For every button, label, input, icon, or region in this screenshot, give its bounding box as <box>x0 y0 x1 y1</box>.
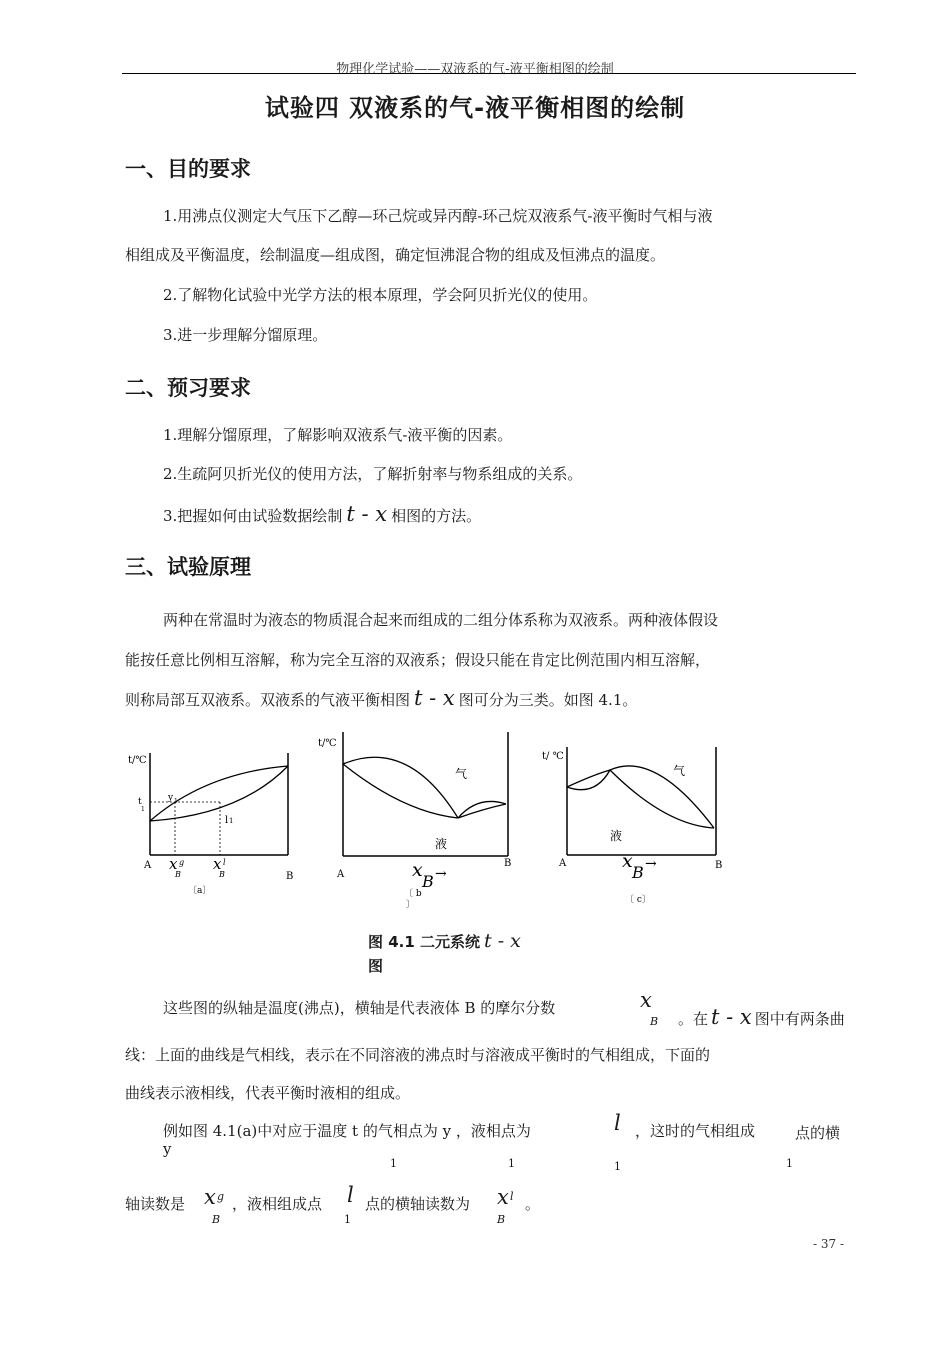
principle-line-3-tail: 图可分为三类。如图 4.1。 <box>458 691 638 709</box>
para3-l1-var: l <box>347 1183 354 1207</box>
fig-a-l1: l <box>225 815 229 826</box>
para3-line-1-text: 例如图 4.1(a)中对应于温度 t 的气相点为 y ，液相点为 <box>163 1122 531 1140</box>
fig-a-xg-sup: g <box>179 858 185 867</box>
para2-mid-text: 。在 <box>678 1010 709 1028</box>
fig-c-caption: 〔 c〕 <box>625 895 651 905</box>
fig-c-axis-var: x <box>622 850 633 872</box>
header-rule <box>122 73 856 74</box>
para3-l1-sub: 1 <box>344 1213 351 1226</box>
para3-xg-var: x <box>204 1185 216 1209</box>
fig-a-xl-sub: B <box>219 870 225 879</box>
principle-para-line-1: 两种在常温时为液态的物质混合起来而组成的二组分体系称为双液系。两种液体假设 <box>163 611 719 629</box>
figure-a <box>120 735 305 905</box>
fig-b-y-label: t/℃ <box>318 738 337 749</box>
para3-sub-t1: 1 <box>390 1157 397 1170</box>
fig-b-vapor-curve-left <box>343 757 458 818</box>
fig-a-y1-sub: 1 <box>174 798 178 805</box>
section-heading-purpose: 一、目的要求 <box>125 157 251 181</box>
purpose-item-3: 3.进一步理解分馏原理。 <box>163 326 328 344</box>
fig-a-xg-sub: B <box>175 870 181 879</box>
preview-item-2: 2.生疏阿贝折光仪的使用方法，了解折射率与物系组成的关系。 <box>163 465 583 483</box>
t-x-math: t - x <box>414 686 455 710</box>
fig-a-left-label: A <box>144 860 152 871</box>
para3-sub-l1: 1 <box>614 1160 621 1173</box>
t-x-math: t - x <box>346 502 388 526</box>
section-heading-principle: 三、试验原理 <box>125 555 251 579</box>
fig-c-liquid-curve-right <box>610 770 714 828</box>
para3-line-1-tail: 点的横 <box>795 1124 841 1142</box>
figure-c <box>535 735 735 910</box>
para3-xg-sub: B <box>212 1213 221 1226</box>
para3-dangling-y: y <box>163 1140 172 1158</box>
para3-line-2-mid: ，液相组成点 <box>232 1195 323 1213</box>
fig-c-liquid-label: 液 <box>610 829 623 843</box>
fig-b-caption-open: 〔 b <box>404 889 422 899</box>
fig-c-left-label: A <box>559 858 567 869</box>
fig-b-liquid-label: 液 <box>435 837 448 851</box>
principle-line-3-text: 则称局部互双液系。双液系的气液平衡相图 <box>125 691 411 709</box>
principle-para-line-2: 能按任意比例相互溶解，称为完全互溶的双液系；假设只能在肯定比例范围内相互溶解， <box>125 651 711 669</box>
para3-sub-y1b: 1 <box>786 1157 793 1170</box>
preview-item-3 <box>163 502 481 526</box>
purpose-item-1-line-2: 相组成及平衡温度，绘制温度—组成图，确定恒沸混合物的组成及恒沸点的温度。 <box>125 246 666 264</box>
para3-line-1-mid: ，这时的气相组成 <box>635 1122 756 1140</box>
fig-b-axis-arrow: → <box>435 866 447 882</box>
para2-line-1-mid <box>678 1005 845 1029</box>
fig-a-y1: y <box>168 793 174 803</box>
principle-para-line-3 <box>125 686 637 710</box>
para3-xl-var: x <box>497 1185 509 1209</box>
para3-line-2-end: 。 <box>525 1195 541 1213</box>
para2-t-x-math: t - x <box>711 1005 752 1029</box>
figure-caption-tail: 图 <box>368 957 384 975</box>
para3-line-2-text: 轴读数是 <box>125 1195 186 1213</box>
preview-item-1: 1.理解分馏原理，了解影响双液系气-液平衡的因素。 <box>163 426 513 444</box>
figure-caption <box>368 930 521 952</box>
fig-b-axis-sub: B <box>422 872 434 891</box>
fig-c-vapor-curve-right <box>610 766 714 828</box>
figure-caption-text: 图 4.1 二元系统 <box>368 933 481 951</box>
para2-line-2: 线：上面的曲线是气相线，表示在不同溶液的沸点时与溶液成平衡时的气相组成，下面的 <box>125 1046 711 1064</box>
fig-a-right-label: B <box>286 871 294 882</box>
para3-l-var: l <box>614 1111 621 1135</box>
fig-c-axis-arrow: → <box>645 856 657 872</box>
fig-b-caption-close: 〕 <box>406 900 416 910</box>
para3-xg-sup: g <box>217 1190 225 1203</box>
purpose-item-2: 2.了解物化试验中光学方法的根本原理，学会阿贝折光仪的使用。 <box>163 286 598 304</box>
para2-line-1-tail: 图中有两条曲 <box>754 1010 845 1028</box>
para3-xl-sub: B <box>497 1213 506 1226</box>
page-number: - 37 - <box>812 1237 844 1251</box>
fig-b-gas-label: 气 <box>455 767 468 781</box>
fig-b-right-label: B <box>504 858 512 869</box>
purpose-item-1-line-1: 1.用沸点仪测定大气压下乙醇—环己烷或异丙醇-环己烷双液系气-液平衡时气相与液 <box>163 207 713 225</box>
fig-a-t1: t <box>138 797 142 807</box>
fig-c-y-label: t/ ℃ <box>542 751 564 762</box>
fig-c-right-label: B <box>715 860 723 871</box>
preview-item-3-tail: 相图的方法。 <box>391 507 482 525</box>
fig-a-caption: 〔a〕 <box>188 886 212 896</box>
para2-line-3: 曲线表示液相线，代表平衡时液相的组成。 <box>125 1084 411 1102</box>
page-title: 试验四 双液系的气-液平衡相图的绘制 <box>264 94 686 122</box>
preview-item-3-text: 3.把握如何由试验数据绘制 <box>163 507 343 525</box>
fig-b-left-label: A <box>337 869 345 880</box>
para3-xl-sup: l <box>510 1190 514 1203</box>
para3-sub-y1: 1 <box>508 1157 515 1170</box>
section-heading-preview: 二、预习要求 <box>125 376 251 400</box>
fig-a-xl-sup: l <box>223 858 226 867</box>
fig-a-xl: x <box>213 855 222 873</box>
fig-c-axis-sub: B <box>632 863 644 882</box>
fig-a-y-label: t/℃ <box>128 755 147 766</box>
para2-xb-sub: B <box>650 1015 659 1028</box>
fig-a-xg: x <box>169 855 178 873</box>
fig-c-liquid-curve-left <box>567 770 610 790</box>
para3-line-2-mid2: 点的横轴读数为 <box>365 1195 471 1213</box>
fig-b-liquid-curve-left <box>343 764 458 818</box>
fig-b-axis-var: x <box>412 859 423 881</box>
running-header: 物理化学试验——双液系的气-液平衡相图的绘制 <box>336 62 614 77</box>
para2-line-1-text: 这些图的纵轴是温度(沸点)，横轴是代表液体 B 的摩尔分数 <box>163 999 556 1017</box>
figure-b <box>308 727 523 917</box>
caption-t-x-math: t - x <box>484 930 521 952</box>
fig-a-l1-sub: 1 <box>229 817 234 825</box>
para2-xb-var: x <box>640 988 652 1012</box>
fig-c-gas-label: 气 <box>673 764 686 778</box>
fig-a-t1-sub: 1 <box>141 806 145 813</box>
